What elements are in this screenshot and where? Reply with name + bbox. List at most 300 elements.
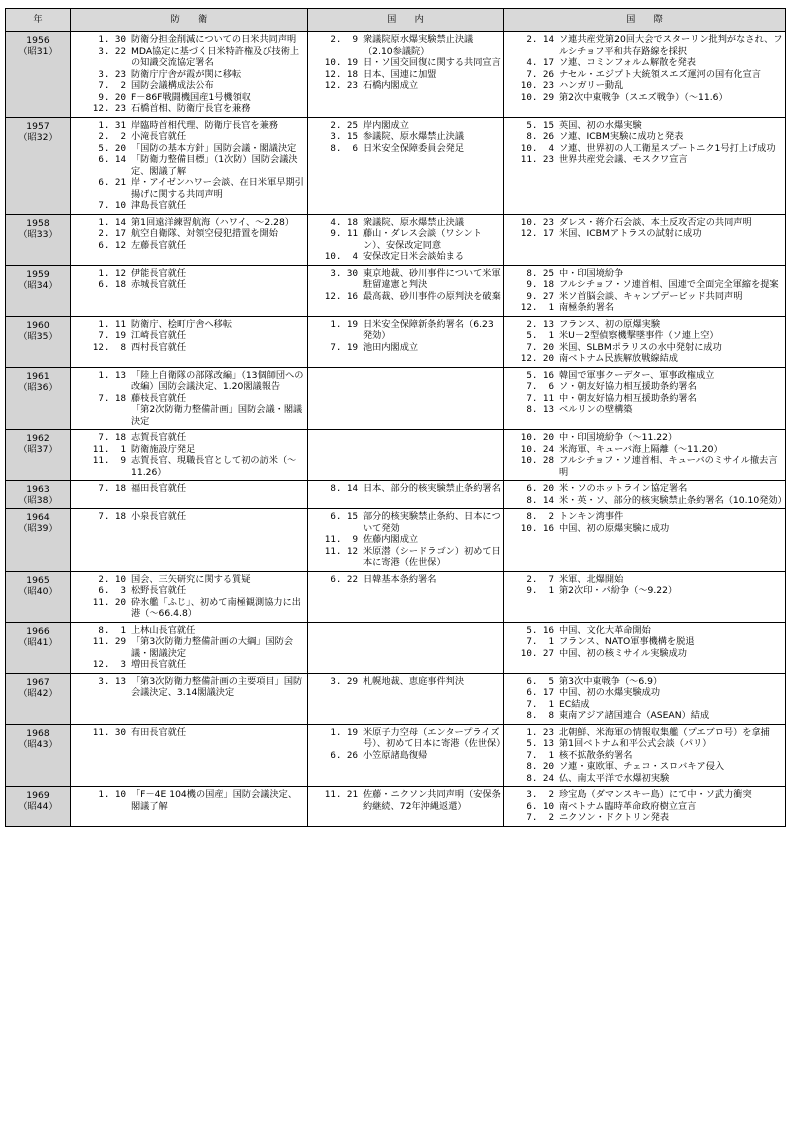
- domestic-cell: [308, 509, 504, 572]
- event-date: 2. 9: [330, 34, 358, 45]
- event-entry: [71, 511, 305, 523]
- year-label: 1960: [26, 319, 50, 331]
- event-entry: [504, 268, 783, 280]
- chronology-table: [5, 8, 786, 827]
- event-text: 札幌地裁、恵庭事件判決: [363, 675, 465, 687]
- event-date: 3. 23: [98, 68, 126, 80]
- event-entry: [504, 801, 783, 813]
- event-text: 珍宝島（ダマンスキー島）にて中・ソ武力衝突: [559, 789, 752, 800]
- event-entry: [71, 432, 305, 444]
- domestic-cell: [308, 787, 504, 827]
- event-entry: [504, 131, 783, 143]
- year-label: 1957: [26, 120, 50, 132]
- event-date: 3. 30: [330, 267, 358, 279]
- event-date: 10. 4: [520, 142, 554, 154]
- domestic-cell: [308, 316, 504, 367]
- event-date: 11. 9: [324, 534, 358, 545]
- event-text: 防衛施設庁発足: [131, 443, 196, 455]
- event-date: 9. 20: [98, 91, 126, 103]
- event-list: [71, 623, 307, 673]
- event-text: 第1回遠洋練習航海（ハワイ、～2.28）: [131, 216, 295, 228]
- domestic-cell: [308, 367, 504, 430]
- event-text: 北朝鮮、米海軍の情報収集艦（プエブロ号）を拿捕: [559, 726, 770, 738]
- year-label: 1963: [26, 484, 50, 495]
- event-date: 6. 14: [98, 154, 126, 165]
- event-entry: [71, 228, 305, 240]
- event-entry: [504, 773, 783, 785]
- event-date: 4. 18: [330, 216, 358, 228]
- event-list: [308, 368, 503, 372]
- header-year: 年: [6, 9, 71, 32]
- defense-cell: [71, 622, 308, 673]
- event-date: 11. 20: [92, 596, 126, 608]
- year-row: [6, 673, 786, 724]
- era-label: （昭32）: [18, 131, 58, 143]
- event-date: 7. 18: [98, 483, 126, 494]
- event-text: 参議院、原水爆禁止決議: [363, 131, 465, 142]
- year-cell: [6, 571, 71, 622]
- event-entry: [71, 444, 305, 456]
- year-label: 1959: [26, 268, 50, 280]
- event-entry: [308, 143, 501, 155]
- event-date: 6. 18: [98, 279, 126, 290]
- event-date: 8. 13: [526, 404, 554, 415]
- event-date: 2. 17: [98, 228, 126, 239]
- event-list: [504, 481, 785, 508]
- event-date: 6. 26: [330, 749, 358, 761]
- international-cell: [504, 509, 786, 572]
- event-text: 第1回ベトナム和平公式会談（パリ）: [559, 738, 712, 749]
- event-entry: [71, 319, 305, 331]
- event-list: [308, 509, 503, 571]
- event-date: 8. 20: [526, 761, 554, 772]
- event-entry: [308, 80, 501, 92]
- event-date: 11. 9: [92, 455, 126, 466]
- event-date: 3. 13: [98, 675, 126, 687]
- event-text: 小滝長官就任: [131, 131, 187, 142]
- event-text: 西村長官就任: [131, 341, 187, 353]
- event-list: [504, 623, 785, 662]
- event-date: 3. 2: [526, 789, 554, 800]
- event-date: 7. 18: [98, 392, 126, 404]
- international-cell: [504, 571, 786, 622]
- event-entry: [71, 455, 305, 478]
- event-text: 中・印国境紛争（～11.22）: [559, 432, 678, 443]
- event-list: [71, 787, 307, 814]
- event-entry: [504, 370, 783, 382]
- year-row: [6, 367, 786, 430]
- event-text: 防衛庁、桧町庁舎へ移転: [131, 318, 233, 330]
- event-date: 8. 1: [98, 624, 126, 636]
- international-cell: [504, 481, 786, 509]
- event-entry: [71, 393, 305, 405]
- event-entry: [71, 131, 305, 143]
- event-entry: [504, 789, 783, 801]
- event-date: 1. 19: [330, 318, 358, 330]
- event-text: 松野長官就任: [131, 585, 187, 596]
- event-text: フルシチョフ・ソ連首相、キューバのミサイル撤去言明: [559, 455, 778, 478]
- event-text: 中国、初の原爆実験に成功: [559, 522, 670, 534]
- event-date: 10. 29: [520, 91, 554, 103]
- event-entry: [504, 636, 783, 648]
- event-entry: [308, 131, 501, 143]
- event-date: 2. 14: [526, 34, 554, 45]
- era-label: （昭43）: [18, 738, 58, 750]
- event-date: 6. 10: [526, 800, 554, 812]
- event-entry: [308, 251, 501, 263]
- event-entry: [308, 789, 501, 812]
- event-entry: [71, 69, 305, 81]
- event-list: [71, 725, 307, 741]
- event-text: ソ連、世界初の人工衛星スプートニク1号打上げ成功: [559, 142, 776, 154]
- event-text: EC結成: [559, 698, 590, 710]
- event-text: 志賀長官就任: [131, 432, 187, 443]
- international-cell: [504, 316, 786, 367]
- domestic-cell: [308, 430, 504, 481]
- era-label: （昭36）: [18, 381, 58, 393]
- event-text: 藤枝長官就任: [131, 392, 187, 404]
- event-entry: [504, 699, 783, 711]
- event-text: 南ベトナム臨時革命政府樹立宣言: [559, 800, 697, 812]
- event-text: 核不拡散条約署名: [559, 749, 633, 761]
- event-text: ナセル・エジプト大統領スエズ運河の国有化宣言: [559, 68, 761, 80]
- event-date: 11. 21: [324, 789, 358, 800]
- event-entry: [504, 393, 783, 405]
- event-date: 12. 17: [520, 228, 554, 239]
- event-date: 11. 12: [324, 545, 358, 557]
- defense-cell: [71, 32, 308, 118]
- event-text: 日米安全保障新条約署名（6.23発効）: [363, 318, 494, 341]
- event-text: ベルリンの壁構築: [559, 404, 633, 415]
- defense-cell: [71, 787, 308, 827]
- event-entry: [71, 676, 305, 699]
- event-text: 「防衛力整備目標」（1次防）国防会議決定、閣議了解: [131, 154, 298, 177]
- event-entry: [71, 279, 305, 291]
- event-text: フランス、初の原爆実験: [559, 318, 661, 330]
- event-list: [308, 215, 503, 265]
- year-label: 1967: [26, 676, 50, 688]
- event-text: 日韓基本条約署名: [363, 573, 437, 585]
- event-text: 防衛分担金削減についての日米共同声明: [131, 34, 297, 45]
- defense-cell: [71, 316, 308, 367]
- event-text: ニクソン・ドクトリン発表: [559, 812, 670, 823]
- year-label: 1969: [26, 790, 50, 801]
- event-entry: [504, 574, 783, 586]
- event-date: 1. 13: [98, 369, 126, 381]
- event-date: 6. 21: [98, 177, 126, 188]
- year-label: 1956: [26, 35, 50, 46]
- event-text: ソ連・東欧軍、チェコ・スロバキア侵入: [559, 761, 725, 772]
- event-date: 8. 25: [526, 267, 554, 279]
- event-text: 池田内閣成立: [363, 341, 419, 353]
- event-list: [308, 725, 506, 764]
- event-text: 部分的核実験禁止条約、日本について発効: [363, 511, 501, 534]
- event-text: 第2次中東戦争（スエズ戦争）（～11.6）: [559, 91, 728, 103]
- event-date: 6. 5: [526, 675, 554, 687]
- year-row: [6, 724, 786, 787]
- event-entry: [71, 659, 305, 671]
- domestic-cell: [308, 481, 504, 509]
- year-row: [6, 622, 786, 673]
- domestic-cell: [308, 214, 504, 265]
- era-label: （昭37）: [18, 444, 58, 455]
- event-text: MDA協定に基づく日米特許権及び技術上の知識交流協定署名: [131, 45, 300, 68]
- year-row: [6, 32, 786, 118]
- event-text: 世界共産党会議、モスクワ宣言: [559, 154, 688, 165]
- event-date: 3. 29: [330, 675, 358, 687]
- event-date: 6. 3: [98, 585, 126, 596]
- event-date: 6. 12: [98, 239, 126, 251]
- event-entry: [308, 57, 501, 69]
- international-cell: [504, 265, 786, 316]
- event-list: [504, 215, 785, 242]
- defense-cell: [71, 117, 308, 214]
- event-date: 7. 10: [98, 200, 126, 211]
- event-entry: [504, 57, 783, 69]
- event-entry: [71, 177, 305, 200]
- international-cell: [504, 117, 786, 214]
- event-list: [504, 266, 785, 316]
- event-text: 英国、初の水爆実験: [559, 119, 642, 131]
- event-date: 10. 19: [324, 57, 358, 68]
- international-cell: [504, 673, 786, 724]
- era-label: （昭33）: [18, 228, 58, 240]
- international-cell: [504, 724, 786, 787]
- event-entry: [504, 444, 783, 456]
- event-date: 7. 1: [526, 698, 554, 710]
- event-entry: [504, 120, 783, 132]
- event-date: 10. 24: [520, 443, 554, 455]
- year-cell: [6, 481, 71, 509]
- event-list: [308, 572, 503, 588]
- defense-cell: [71, 481, 308, 509]
- event-entry: [71, 574, 305, 586]
- event-text: F－86F戦闘機国産1号機領収: [131, 91, 251, 103]
- event-date: 1. 11: [98, 318, 126, 330]
- year-row: [6, 481, 786, 509]
- year-row: [6, 117, 786, 214]
- year-cell: [6, 509, 71, 572]
- event-text: トンキン湾事件: [559, 511, 624, 522]
- defense-cell: [71, 367, 308, 430]
- event-entry: [504, 455, 783, 478]
- domestic-cell: [308, 673, 504, 724]
- event-entry: [504, 738, 783, 750]
- event-entry: [308, 342, 501, 354]
- event-entry: [71, 34, 305, 46]
- year-cell: [6, 724, 71, 787]
- event-date: 11. 29: [92, 636, 126, 647]
- domestic-cell: [308, 32, 504, 118]
- defense-cell: [71, 571, 308, 622]
- year-cell: [6, 622, 71, 673]
- year-cell: [6, 673, 71, 724]
- event-entry: [71, 46, 305, 69]
- event-date: 6. 17: [526, 687, 554, 698]
- event-text: 佐藤・ニクソン共同声明（安保条約継続、72年沖縄返還）: [363, 789, 501, 812]
- event-list: [71, 32, 307, 117]
- event-text: 仏、南太平洋で水爆初実験: [559, 772, 670, 784]
- event-date: 7. 18: [98, 511, 126, 522]
- event-text: ソ連共産党第20回大会でスターリン批判がなされ、フルシチョフ平和共存路線を採択: [559, 34, 783, 57]
- year-row: [6, 430, 786, 481]
- international-cell: [504, 367, 786, 430]
- event-date: 10. 20: [520, 432, 554, 443]
- event-text: 小泉長官就任: [131, 511, 187, 522]
- event-text: ダレス・蒋介石会談、本土反攻否定の共同声明: [559, 216, 752, 228]
- event-date: 1. 30: [98, 34, 126, 45]
- event-date: 1. 12: [98, 267, 126, 279]
- event-list: [71, 509, 307, 525]
- event-text: 岸臨時首相代理、防衛庁長官を兼務: [131, 119, 278, 131]
- event-entry: [504, 353, 783, 365]
- domestic-cell: [308, 571, 504, 622]
- event-entry: [504, 494, 787, 507]
- event-list: [308, 430, 503, 434]
- era-label: （昭35）: [18, 330, 58, 342]
- event-entry: [71, 268, 305, 280]
- event-text: 米国、ICBMアトラスの試射に成功: [559, 228, 702, 239]
- domestic-cell: [308, 724, 504, 787]
- event-list: [504, 32, 785, 105]
- year-row: [6, 509, 786, 572]
- era-label: （昭38）: [18, 495, 58, 506]
- era-label: （昭41）: [18, 636, 58, 648]
- year-cell: [6, 367, 71, 430]
- event-list: [308, 118, 503, 157]
- event-date: 5. 16: [526, 624, 554, 636]
- event-entry: [504, 228, 783, 240]
- event-entry: [308, 291, 501, 303]
- event-text: 米・英・ソ、部分的核実験禁止条約署名（10.10発効）: [559, 494, 787, 506]
- event-text: ソ連、ICBM実験に成功と発表: [559, 131, 684, 142]
- event-list: [71, 481, 307, 497]
- event-list: [71, 266, 307, 293]
- event-entry: [308, 69, 501, 81]
- defense-cell: [71, 430, 308, 481]
- event-entry: [308, 726, 506, 750]
- event-entry: [71, 330, 305, 342]
- event-entry: [71, 154, 305, 177]
- domestic-cell: [308, 117, 504, 214]
- event-list: [504, 368, 785, 418]
- event-entry: [504, 511, 783, 523]
- event-date: 2. 10: [98, 573, 126, 585]
- defense-cell: [71, 724, 308, 787]
- event-text: 米原子力空母（エンタープライズ号）、初めて日本に寄港（佐世保）: [363, 726, 506, 749]
- event-text: 第3次中東戦争（～6.9）: [559, 675, 663, 687]
- event-text: 東京地裁、砂川事件について米軍駐留違憲と判決: [363, 267, 501, 290]
- year-label: 1964: [26, 512, 50, 523]
- year-cell: [6, 32, 71, 118]
- year-cell: [6, 265, 71, 316]
- event-entry: [504, 302, 783, 314]
- event-date: 7. 19: [330, 341, 358, 353]
- event-text: 「第2次防衛力整備計画」国防会議・閣議決定: [131, 404, 303, 427]
- year-cell: [6, 316, 71, 367]
- event-entry: [504, 585, 783, 597]
- event-date: 7. 2: [526, 812, 554, 823]
- event-text: 国防会議構成法公布: [131, 80, 214, 91]
- event-list: [71, 674, 307, 701]
- event-date: 12. 16: [324, 290, 358, 302]
- event-entry: [504, 279, 783, 291]
- event-text: 石橋首相、防衛庁長官を兼務: [131, 103, 251, 114]
- event-date: 10. 27: [520, 647, 554, 659]
- event-text: 最高裁、砂川事件の原判決を破棄: [363, 290, 501, 302]
- header-row: [6, 9, 786, 32]
- event-text: 小笠原諸島復帰: [363, 749, 428, 761]
- year-row: [6, 214, 786, 265]
- event-text: 日本、国連に加盟: [363, 68, 437, 80]
- year-label: 1965: [26, 574, 50, 586]
- event-date: 7. 26: [526, 68, 554, 80]
- event-text: 中・印国境紛争: [559, 267, 624, 279]
- event-date: 7. 1: [526, 636, 554, 647]
- event-entry: [504, 432, 783, 444]
- event-list: [308, 32, 503, 94]
- event-date: 8. 2: [526, 511, 554, 522]
- year-label: 1958: [26, 217, 50, 229]
- defense-cell: [71, 265, 308, 316]
- era-label: （昭40）: [18, 585, 58, 597]
- year-row: [6, 316, 786, 367]
- event-text: 岸・アイゼンハワー会談、在日米軍早期引揚げに関する共同声明: [131, 177, 304, 200]
- event-date: 7. 20: [526, 341, 554, 353]
- event-text: 米原潜（シードラゴン）初めて日本に寄港（佐世保）: [363, 545, 501, 568]
- event-list: [504, 509, 785, 536]
- event-text: 岸内閣成立: [363, 119, 409, 131]
- event-date: 9. 1: [526, 585, 554, 596]
- event-date: 1. 19: [330, 726, 358, 738]
- year-cell: [6, 117, 71, 214]
- event-text: 中国、初の核ミサイル実験成功: [559, 647, 687, 659]
- event-date: 2. 13: [526, 318, 554, 330]
- event-entry: [504, 483, 783, 495]
- event-date: 5. 20: [98, 142, 126, 154]
- event-text: 伊能長官就任: [131, 267, 187, 279]
- event-entry: [71, 217, 305, 229]
- event-text: 日本、部分的核実験禁止条約署名: [363, 483, 501, 494]
- event-date: 5. 1: [526, 330, 554, 341]
- event-date: 1. 23: [526, 726, 554, 738]
- event-text: 福田長官就任: [131, 483, 187, 494]
- event-entry: [71, 585, 305, 597]
- event-list: [308, 623, 503, 627]
- event-list: [308, 317, 503, 356]
- event-entry: [308, 319, 501, 342]
- event-list: [504, 317, 785, 367]
- event-text: 佐藤内閣成立: [363, 534, 419, 545]
- event-text: 米国、SLBMポラリスの水中発射に成功: [559, 341, 722, 353]
- event-entry: [308, 228, 501, 251]
- event-text: 安保改定日米会談始まる: [363, 251, 465, 262]
- event-entry: [504, 812, 783, 824]
- event-text: 中国、文化大革命開始: [559, 624, 651, 636]
- event-text: 志賀長官、現職長官として初の訪米（～11.26）: [131, 455, 297, 478]
- event-entry: [504, 750, 783, 762]
- event-text: 米軍、北爆開始: [559, 573, 624, 585]
- international-cell: [504, 622, 786, 673]
- event-entry: [504, 143, 783, 155]
- event-entry: [504, 291, 783, 303]
- event-text: 韓国で軍事クーデター、軍事政権成立: [559, 369, 715, 381]
- event-entry: [71, 483, 305, 495]
- event-entry: [504, 710, 783, 722]
- era-label: （昭44）: [18, 801, 58, 812]
- event-date: 12. 1: [520, 302, 554, 313]
- event-date: 11. 23: [520, 154, 554, 165]
